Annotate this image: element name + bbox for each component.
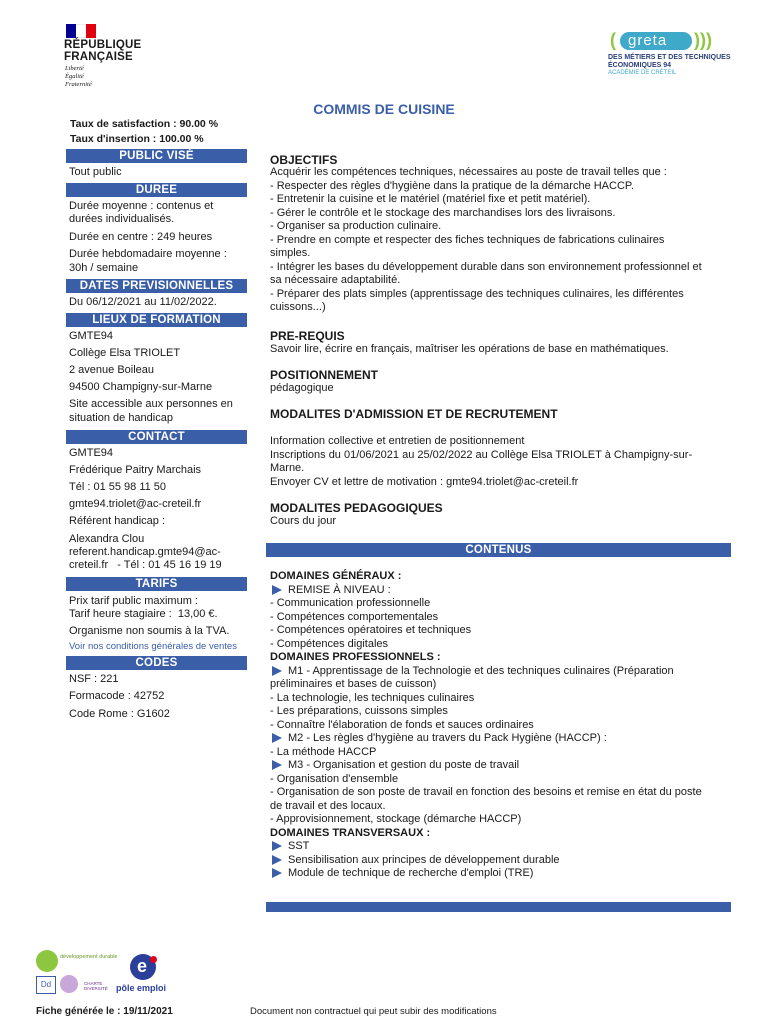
duree-hebdo-1: Durée hebdomadaire moyenne : bbox=[69, 248, 227, 260]
contact-email[interactable]: gmte94.triolet@ac-creteil.fr bbox=[69, 498, 202, 510]
objectif-line: simples. bbox=[270, 247, 311, 259]
contenus-body bbox=[270, 570, 735, 881]
lieux-access-2: situation de handicap bbox=[69, 412, 173, 424]
positionnement-text: pédagogique bbox=[270, 382, 334, 394]
domaines-transversaux-heading: DOMAINES TRANSVERSAUX : bbox=[270, 826, 431, 839]
transversal-label: Module de technique de recherche d'emploi (TRE) bbox=[288, 867, 534, 879]
duree-hebdo-2: 30h / semaine bbox=[69, 262, 139, 274]
contact-line-2: Frédérique Paitry Marchais bbox=[69, 464, 202, 476]
pedagogiques-text: Cours du jour bbox=[270, 515, 337, 527]
lieux-access-1: Site accessible aux personnes en bbox=[69, 398, 233, 410]
m2-line: - La méthode HACCP bbox=[270, 745, 377, 758]
dg-line: - Communication professionnelle bbox=[270, 597, 431, 609]
duree-line-2: durées individualisés. bbox=[69, 213, 175, 225]
devise-3: Fraternité bbox=[65, 81, 92, 88]
m3-line: - Organisation de son poste de travail en fonction des besoins et remise en état du poste bbox=[270, 786, 702, 798]
module-m1-item bbox=[270, 665, 735, 679]
contact-section-header: CONTACT bbox=[66, 430, 247, 444]
objectif-line: - Organiser sa production culinaire. bbox=[270, 220, 442, 232]
prerequis-heading: PRE-REQUIS bbox=[270, 329, 345, 343]
lieux-line-1: GMTE94 bbox=[69, 330, 114, 342]
m3-line: - Approvisionnement, stockage (démarche HACCP) bbox=[270, 813, 522, 825]
republique-logo bbox=[64, 24, 154, 94]
bullet-triangle-icon bbox=[272, 733, 282, 743]
m1-line: - La technologie, les techniques culinaires bbox=[270, 691, 475, 704]
objectif-line: - Respecter des règles d'hygiène dans la pratique de la démarche HACCP. bbox=[270, 179, 634, 192]
contact-referent-label: Référent handicap : bbox=[69, 515, 166, 527]
objectif-line: cuissons...) bbox=[270, 301, 326, 313]
bullet-triangle-icon bbox=[272, 585, 282, 595]
contact-referent-phone: creteil.fr - Tél : 01 45 16 19 19 bbox=[69, 559, 222, 571]
objectif-line: - Prendre en compte et respecter des fiches techniques de fabrications culinaires bbox=[270, 233, 665, 246]
m1-line: préliminaires et bases de cuisson) bbox=[270, 678, 437, 690]
admission-line: Envoyer CV et lettre de motivation : gmte94.triolet@ac-creteil.fr bbox=[270, 475, 579, 488]
greta-sub-3: ACADÉMIE DE CRÉTEIL bbox=[608, 70, 677, 76]
transversal-label: Sensibilisation aux principes de développement durable bbox=[288, 853, 560, 866]
generated-date: Fiche générée le : 19/11/2021 bbox=[36, 1006, 173, 1017]
contenus-section-header: CONTENUS bbox=[266, 543, 731, 557]
duree-line-1: Durée moyenne : contenus et bbox=[69, 200, 214, 212]
republique-text-1: RÉPUBLIQUE bbox=[64, 39, 142, 51]
transversal-label: SST bbox=[288, 840, 310, 852]
codes-section-header: CODES bbox=[66, 656, 247, 670]
page-title: COMMIS DE CUISINE bbox=[313, 101, 455, 117]
objectif-line: - Intégrer les bases du développement durable dans son environnement professionnel et bbox=[270, 260, 702, 273]
marianne-flag-icon bbox=[66, 24, 96, 38]
bullet-triangle-icon bbox=[272, 855, 282, 865]
dates-section-header: DATES PREVISIONNELLES bbox=[66, 279, 247, 293]
code-formacode: Formacode : 42752 bbox=[69, 690, 165, 702]
domaines-professionnels-heading: DOMAINES PROFESSIONNELS : bbox=[270, 651, 441, 663]
charte-diversite-logo bbox=[58, 975, 82, 995]
m3-line: - Organisation d'ensemble bbox=[270, 772, 399, 785]
contact-line-1: GMTE94 bbox=[69, 447, 114, 459]
bullet-triangle-icon bbox=[272, 868, 282, 878]
greta-name: greta bbox=[628, 32, 668, 49]
transversal-item bbox=[270, 840, 735, 854]
greta-sub-1: DES MÉTIERS ET DES TECHNIQUES bbox=[608, 54, 731, 61]
greta-left-arcs-icon: ( bbox=[610, 30, 616, 50]
lieux-line-3: 2 avenue Boileau bbox=[69, 364, 155, 376]
module-m3-item bbox=[270, 759, 735, 773]
dd-badge-icon: Dd bbox=[36, 976, 56, 994]
tarif-heure: Tarif heure stagiaire : 13,00 €. bbox=[69, 608, 218, 620]
republique-text-2: FRANÇAISE bbox=[64, 51, 133, 63]
objectifs-heading: OBJECTIFS bbox=[270, 153, 338, 167]
lieux-line-2: Collège Elsa TRIOLET bbox=[69, 347, 181, 359]
objectif-line: Acquérir les compétences techniques, nécessaires au poste de travail telles que : bbox=[270, 166, 667, 178]
satisfaction-rate: Taux de satisfaction : 90.00 % bbox=[70, 118, 219, 130]
m2-label: M2 - Les règles d'hygiène au travers du Pack Hygiène (HACCP) : bbox=[288, 732, 607, 744]
public-section-header: PUBLIC VISÉ bbox=[66, 149, 247, 163]
duree-section-header: DUREE bbox=[66, 183, 247, 197]
bullet-triangle-icon bbox=[272, 666, 282, 676]
tarifs-section-header: TARIFS bbox=[66, 577, 247, 591]
dd-logo bbox=[36, 950, 116, 974]
code-rome: Code Rome : G1602 bbox=[69, 708, 170, 720]
m1-line: - Les préparations, cuissons simples bbox=[270, 705, 448, 717]
admission-line: Information collective et entretien de positionnement bbox=[270, 435, 525, 447]
greta-sub-2: ÉCONOMIQUES 94 bbox=[608, 62, 672, 69]
pedagogiques-heading: MODALITES PEDAGOGIQUES bbox=[270, 501, 443, 515]
tva-text: Organisme non soumis à la TVA. bbox=[69, 625, 230, 637]
bullet-triangle-icon bbox=[272, 760, 282, 770]
m3-label: M3 - Organisation et gestion du poste de travail bbox=[288, 759, 520, 771]
remise-a-niveau-label: REMISE À NIVEAU : bbox=[288, 583, 391, 596]
dg-line: - Compétences comportementales bbox=[270, 610, 439, 623]
module-m2-item bbox=[270, 732, 735, 746]
objectif-line: - Gérer le contrôle et le stockage des marchandises lors des livraisons. bbox=[270, 206, 616, 219]
pole-emploi-logo bbox=[116, 954, 172, 996]
dates-text: Du 06/12/2021 au 11/02/2022. bbox=[69, 296, 217, 308]
objectifs-list bbox=[270, 166, 740, 315]
devise-1: Liberté bbox=[65, 65, 84, 72]
greta-logo bbox=[608, 28, 736, 98]
objectif-line: - Entretenir la cuisine et le matériel (matériel fixe et petit matériel). bbox=[270, 193, 591, 205]
tarif-public: Prix tarif public maximum : bbox=[69, 595, 198, 607]
admission-heading: MODALITES D'ADMISSION ET DE RECRUTEMENT bbox=[270, 407, 558, 421]
transversal-item bbox=[270, 867, 735, 881]
charte-circle-icon bbox=[60, 975, 78, 993]
objectif-line: sa nécessaire adaptabilité. bbox=[270, 274, 401, 286]
bullet-triangle-icon bbox=[272, 841, 282, 851]
remise-a-niveau-item bbox=[270, 584, 735, 598]
public-text: Tout public bbox=[69, 166, 122, 178]
transversal-item bbox=[270, 854, 735, 868]
charte-label: CHARTE DIVERSITÉ bbox=[84, 981, 108, 991]
pole-emploi-label: pôle emploi bbox=[116, 983, 167, 993]
insertion-rate: Taux d'insertion : 100.00 % bbox=[70, 133, 204, 145]
dg-line: - Compétences digitales bbox=[270, 637, 389, 650]
objectif-line: - Préparer des plats simples (apprentissage des techniques culinaires, les différentes bbox=[270, 287, 684, 300]
pole-emploi-e-icon: e bbox=[137, 956, 148, 976]
m3-line: de travail et des locaux. bbox=[270, 799, 386, 812]
duree-centre: Durée en centre : 249 heures bbox=[69, 231, 213, 243]
disclaimer: Document non contractuel qui peut subir des modifications bbox=[250, 1006, 497, 1017]
prerequis-text: Savoir lire, écrire en français, maîtriser les opérations de base en mathématiques. bbox=[270, 343, 669, 355]
devise-2: Égalité bbox=[65, 73, 84, 80]
dd-label: développement durable bbox=[60, 954, 118, 960]
dd-leaf-icon bbox=[36, 950, 58, 972]
conditions-link[interactable]: Voir nos conditions générales de ventes bbox=[69, 641, 237, 652]
admission-line: Inscriptions du 01/06/2021 au 25/02/2022 au Collège Elsa TRIOLET à Champigny-sur- bbox=[270, 448, 693, 461]
contact-referent-name: Alexandra Clou bbox=[69, 533, 145, 545]
admission-line: Marne. bbox=[270, 462, 305, 474]
m1-line: - Connaître l'élaboration de fonds et sauces ordinaires bbox=[270, 718, 534, 731]
contact-phone: Tél : 01 55 98 11 50 bbox=[69, 481, 167, 493]
contenus-footer-bar bbox=[266, 902, 731, 912]
m1-label: M1 - Apprentissage de la Technologie et des techniques culinaires (Préparation bbox=[288, 664, 674, 677]
admission-list bbox=[270, 435, 740, 489]
lieux-line-4: 94500 Champigny-sur-Marne bbox=[69, 381, 213, 393]
code-nsf: NSF : 221 bbox=[69, 673, 119, 685]
pole-emploi-dot-icon bbox=[150, 956, 157, 963]
dg-line: - Compétences opératoires et techniques bbox=[270, 624, 472, 636]
greta-badge bbox=[620, 32, 692, 50]
positionnement-heading: POSITIONNEMENT bbox=[270, 368, 379, 382]
contact-referent-email[interactable]: referent.handicap.gmte94@ac- bbox=[69, 546, 221, 558]
lieux-section-header: LIEUX DE FORMATION bbox=[66, 313, 247, 327]
greta-right-arcs-icon: ))) bbox=[694, 30, 712, 50]
domaines-generaux-heading: DOMAINES GÉNÉRAUX : bbox=[270, 570, 402, 582]
